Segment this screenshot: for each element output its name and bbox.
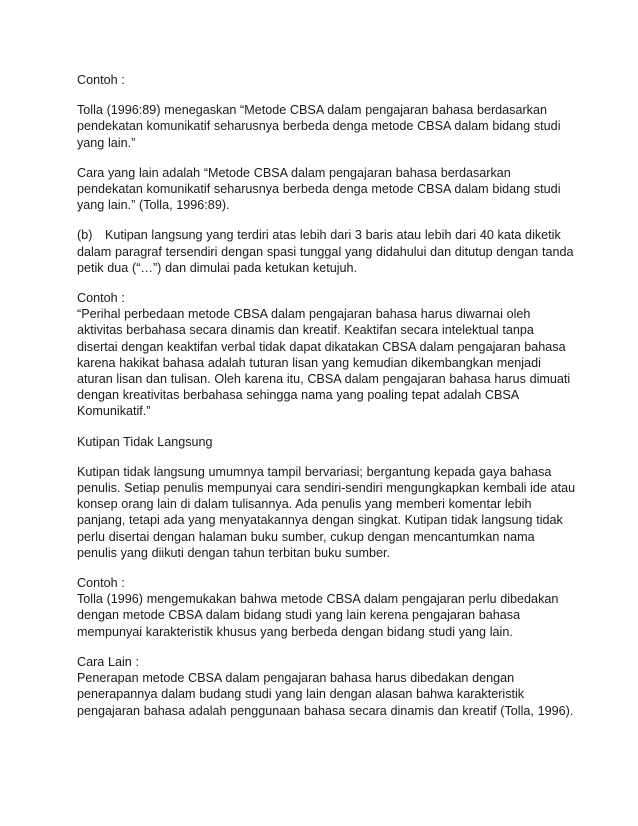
cara1-paragraph: Cara yang lain adalah “Metode CBSA dalam pengajaran bahasa berdasarkan pendekatan komunikatif seharusnya berbeda denga metode CBSA dalam bidang studi yang lain.” (Tolla, 1996:89). bbox=[77, 165, 561, 213]
cara-lain-paragraph: Penerapan metode CBSA dalam pengajaran bahasa harus dibedakan dengan penerapannya dalam budang studi yang lain dengan alasan bahwa karakteristik pengajaran bahasa adalah penggunaan bahasa secara dinamis dan kreatif (Tolla, 1996). bbox=[77, 671, 574, 718]
contoh3-paragraph: Tolla (1996) mengemukakan bahwa metode CBSA dalam pengajaran perlu dibedakan dengan metode CBSA dalam bidang studi yang lain kerena pengajaran bahasa mempunyai karakteristik khusus yang berbeda dengan bidang studi yang lain. bbox=[77, 592, 559, 639]
tidak-langsung-paragraph: Kutipan tidak langsung umumnya tampil bervariasi; bergantung kepada gaya bahasa penulis. Setiap penulis mempunyai cara sendiri-sendiri mengungkapkan kembali ide atau konsep orang lain di dalam tulisannya. Ada penulis yang memberi komentar lebih panjang, tetapi ada yang menyatakannya dengan singkat. Kutipan tidak langsung tidak perlu disertai dengan halaman buku sumber, cukup dengan mencantumkan nama penulis yang diikuti dengan tahun terbitan buku sumber. bbox=[77, 464, 576, 560]
contoh2-quote: “Perihal perbedaan metode CBSA dalam pengajaran bahasa harus diwarnai oleh aktivitas berbahasa secara dinamis dan kreatif. Keaktifan secara intelektual tanpa disertai dengan keaktifan verbal tidak dapat dikatakan CBSA dalam pengajaran bahasa karena hakikat bahasa adalah tuturan lisan yang kemudian dikembangkan menjadi aturan lisan dan tulisan. Oleh karena itu, CBSA dalam pengajaran bahasa harus dimuati dengan kreativitas berbahasa sehingga nama yang poaling tepat adalah CBSA Komunikatif.” bbox=[77, 307, 571, 419]
contoh2-label: Contoh : bbox=[77, 291, 125, 306]
heading-kutipan-tidak-langsung: Kutipan Tidak Langsung bbox=[77, 434, 213, 449]
contoh1-paragraph: Tolla (1996:89) menegaskan “Metode CBSA dalam pengajaran bahasa berdasarkan pendekatan komunikatif seharusnya berbeda denga metode CBSA dalam bidang studi yang lain.” bbox=[77, 103, 561, 150]
document-page bbox=[77, 72, 577, 733]
contoh3-label: Contoh : bbox=[77, 576, 125, 591]
item-b-text: Kutipan langsung yang terdiri atas lebih dari 3 baris atau lebih dari 40 kata diketik dalam paragraf tersendiri dengan spasi tunggal yang didahului dan ditutup dengan tanda petik dua (“…”) dan dimulai pada ketukan ketujuh. bbox=[77, 228, 574, 275]
cara-lain-label: Cara Lain : bbox=[77, 654, 140, 669]
contoh1-label: Contoh : bbox=[77, 73, 125, 87]
item-b-paragraph bbox=[77, 227, 577, 276]
item-b-marker: (b) bbox=[77, 228, 93, 243]
